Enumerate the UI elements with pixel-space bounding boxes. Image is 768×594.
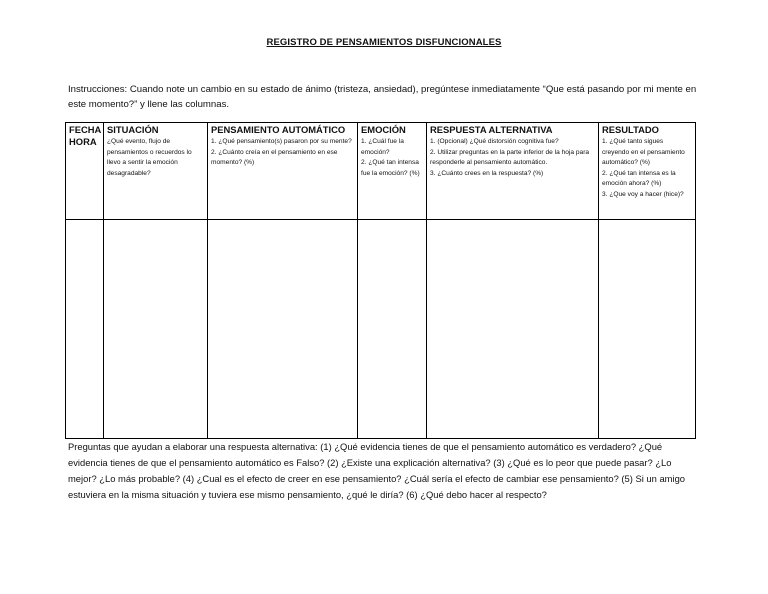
document-title: REGISTRO DE PENSAMIENTOS DISFUNCIONALES [266,37,502,48]
question-text: 2. ¿Qué tan intensa es la emoción ahora? (%) [602,169,676,187]
question-text: 1. ¿Cuál fue la emoción? [361,138,404,156]
header-cell-emocion [358,123,427,220]
entry-cell-pensamiento-automatico[interactable] [208,220,358,439]
column-heading: FECHA [69,124,102,135]
alternative-response-questions: Preguntas que ayudan a elaborar una respuesta alternativa: (1) ¿Qué evidencia tienes de que el pensamiento automático es verdadero? ¿Qué evidencia tienes de que el pensamiento automático es Falso? (2) ¿Existe una explicación alternativa? (3) ¿Qué es lo peor que puede pasar? ¿Lo mejor? ¿Lo más probable? (4) ¿Cual es el efecto de creer en ese pensamiento? ¿Cuál sería el efecto de cambiar ese pensamiento? (5) Si un amigo estuviera en la misma situación y tuviera ese mismo pensamiento, ¿qué le diría? (6) ¿Qué debo hacer al respecto? [68,441,685,500]
question-text: 1. (Opcional) ¿Qué distorsión cognitiva fue? [430,138,559,145]
header-cell-fecha-hora [66,123,104,220]
question-text: 3. ¿Cuánto crees en la respuesta? (%) [430,169,544,177]
question-text: 2. ¿Qué tan intensa fue la emoción? (%) [361,159,420,177]
column-heading: RESPUESTA ALTERNATIVA [430,124,553,135]
header-cell-resultado [599,123,696,220]
column-heading: EMOCIÓN [361,124,406,135]
question-text: ¿Qué evento, flujo de pensamientos o recuerdos lo llevo a sentir la emoción desagradable? [107,138,192,177]
header-cell-pensamiento-automatico [208,123,358,220]
column-heading-line2: HORA [69,136,97,147]
entry-cell-respuesta-alternativa[interactable] [427,220,599,439]
column-heading: PENSAMIENTO AUTOMÁTICO [211,124,346,135]
header-cell-situacion [104,123,208,220]
column-questions [361,137,423,179]
question-text: 1. ¿Qué tanto sigues creyendo en el pensamiento automático? (%) [602,138,685,166]
question-text: 2. Utilizar preguntas en la parte inferior de la hoja para responderle al pensamiento automático. [430,148,590,166]
question-text: 2. ¿Cuánto creía en el pensamiento en ese momento? (%) [211,148,338,166]
column-questions [107,137,204,179]
column-heading: RESULTADO [602,124,659,135]
entry-cell-fecha-hora[interactable] [66,220,104,439]
table-header-row [66,123,696,220]
column-questions [430,137,595,179]
table-entry-row [66,220,696,439]
instructions-text: Instrucciones: Cuando note un cambio en su estado de ánimo (tristeza, ansiedad), pregúntese inmediatamente “Que está pasando por mi mente en este momento?” y llene las columnas. [68,84,697,110]
entry-cell-emocion[interactable] [358,220,427,439]
header-cell-respuesta-alternativa [427,123,599,220]
entry-cell-resultado[interactable] [599,220,696,439]
column-heading: SITUACIÓN [107,124,159,135]
question-text: 1. ¿Qué pensamiento(s) pasaron por su mente? [211,138,352,145]
thought-record-table [65,122,696,439]
column-questions [602,137,692,200]
column-questions [211,137,354,169]
question-text: 3. ¿Que voy a hacer (hice)? [602,190,684,198]
entry-cell-situacion[interactable] [104,220,208,439]
